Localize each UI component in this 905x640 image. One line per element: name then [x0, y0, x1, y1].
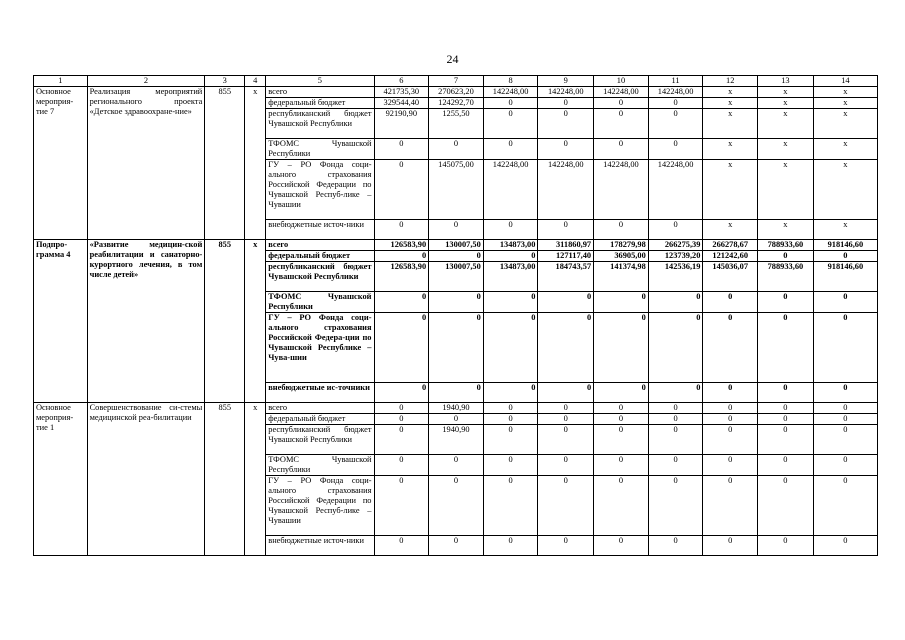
amount-cell: 0: [813, 425, 877, 455]
amount-cell: 0: [429, 139, 484, 160]
amount-cell: 126583,90: [374, 240, 429, 251]
column-header: 11: [648, 76, 703, 87]
amount-cell: 0: [758, 403, 814, 414]
amount-cell: 0: [483, 425, 538, 455]
amount-cell: 184743,57: [538, 262, 594, 292]
amount-cell: x: [758, 160, 814, 220]
amount-cell: 0: [538, 109, 594, 139]
amount-cell: 0: [813, 383, 877, 403]
page-number: 24: [446, 52, 459, 66]
amount-cell: 0: [758, 313, 814, 383]
amount-cell: x: [703, 98, 758, 109]
funding-source: ТФОМС Чувашской Республики: [266, 455, 374, 476]
amount-cell: 311860,97: [538, 240, 594, 251]
column-header: 5: [266, 76, 374, 87]
amount-cell: 0: [594, 425, 649, 455]
amount-cell: x: [813, 139, 877, 160]
amount-cell: 142248,00: [594, 160, 649, 220]
amount-cell: 0: [813, 476, 877, 536]
amount-cell: 0: [538, 292, 594, 313]
measure-title: Реализация мероприятий регионального проекта «Детское здравоохране-ние»: [87, 87, 205, 240]
amount-cell: 0: [374, 455, 429, 476]
amount-cell: 0: [374, 403, 429, 414]
amount-cell: 0: [648, 109, 703, 139]
table-row: [34, 403, 878, 414]
amount-cell: 121242,60: [703, 251, 758, 262]
amount-cell: 0: [648, 98, 703, 109]
amount-cell: 0: [538, 425, 594, 455]
amount-cell: 1940,90: [429, 403, 484, 414]
amount-cell: 270623,20: [429, 87, 484, 98]
amount-cell: 0: [594, 536, 649, 556]
amount-cell: 0: [483, 139, 538, 160]
funding-source: всего: [266, 240, 374, 251]
amount-cell: 0: [483, 220, 538, 240]
amount-cell: 134873,00: [483, 262, 538, 292]
funding-source: всего: [266, 87, 374, 98]
amount-cell: 788933,60: [758, 262, 814, 292]
amount-cell: 0: [429, 414, 484, 425]
amount-cell: 0: [429, 220, 484, 240]
amount-cell: x: [813, 87, 877, 98]
column-header: 3: [205, 76, 245, 87]
amount-cell: 0: [758, 425, 814, 455]
amount-cell: 0: [429, 383, 484, 403]
amount-cell: x: [703, 160, 758, 220]
funding-source: федеральный бюджет: [266, 414, 374, 425]
amount-cell: 0: [483, 403, 538, 414]
amount-cell: 0: [538, 455, 594, 476]
column-header: 12: [703, 76, 758, 87]
funding-source: ТФОМС Чувашской Республики: [266, 292, 374, 313]
amount-cell: 918146,60: [813, 240, 877, 251]
funding-source: внебюджетные ис-точники: [266, 383, 374, 403]
amount-cell: 0: [703, 425, 758, 455]
budget-table: [33, 75, 878, 556]
amount-cell: 142536,19: [648, 262, 703, 292]
code-mark: x: [245, 240, 266, 403]
amount-cell: 0: [538, 220, 594, 240]
amount-cell: x: [703, 220, 758, 240]
amount-cell: 0: [648, 476, 703, 536]
measure-title: «Развитие медицин-ской реабилитации и санаторно-курортного лечения, в том числе детей»: [87, 240, 205, 403]
amount-cell: 266275,39: [648, 240, 703, 251]
amount-cell: 126583,90: [374, 262, 429, 292]
amount-cell: 142248,00: [483, 87, 538, 98]
amount-cell: 788933,60: [758, 240, 814, 251]
amount-cell: 142248,00: [483, 160, 538, 220]
amount-cell: 0: [813, 313, 877, 383]
amount-cell: 0: [758, 414, 814, 425]
amount-cell: 142248,00: [648, 160, 703, 220]
amount-cell: 0: [648, 220, 703, 240]
amount-cell: x: [758, 139, 814, 160]
amount-cell: x: [813, 220, 877, 240]
amount-cell: 0: [703, 476, 758, 536]
funding-source: республиканский бюджет Чувашской Республики: [266, 262, 374, 292]
amount-cell: 0: [374, 383, 429, 403]
measure-title: Совершенствование си-стемы медицинской реа-билитации: [87, 403, 205, 556]
amount-cell: 0: [594, 139, 649, 160]
column-header: 10: [594, 76, 649, 87]
amount-cell: 0: [703, 313, 758, 383]
amount-cell: 0: [758, 292, 814, 313]
amount-cell: 142248,00: [594, 87, 649, 98]
budget-code: 855: [205, 403, 245, 556]
table-row: [34, 240, 878, 251]
amount-cell: 0: [538, 414, 594, 425]
amount-cell: 0: [483, 98, 538, 109]
amount-cell: 0: [758, 455, 814, 476]
amount-cell: x: [813, 109, 877, 139]
amount-cell: 0: [758, 536, 814, 556]
code-mark: x: [245, 403, 266, 556]
row-type-label: Подпро-грамма 4: [34, 240, 88, 403]
amount-cell: 0: [429, 313, 484, 383]
column-header: 6: [374, 76, 429, 87]
budget-code: 855: [205, 240, 245, 403]
amount-cell: 0: [483, 414, 538, 425]
amount-cell: 0: [374, 251, 429, 262]
amount-cell: 0: [483, 536, 538, 556]
amount-cell: 0: [538, 476, 594, 536]
code-mark: x: [245, 87, 266, 240]
amount-cell: 124292,70: [429, 98, 484, 109]
amount-cell: 0: [648, 292, 703, 313]
amount-cell: 421735,30: [374, 87, 429, 98]
funding-source: ГУ – РО Фонда соци-ального страхования Российской Федерации по Чувашской Респуб-лике – Чувашии: [266, 476, 374, 536]
funding-source: всего: [266, 403, 374, 414]
funding-source: федеральный бюджет: [266, 98, 374, 109]
amount-cell: 0: [594, 313, 649, 383]
amount-cell: 0: [483, 292, 538, 313]
amount-cell: 0: [483, 251, 538, 262]
amount-cell: 0: [429, 251, 484, 262]
amount-cell: 0: [538, 98, 594, 109]
funding-source: республиканский бюджет Чувашской Республики: [266, 109, 374, 139]
amount-cell: 0: [813, 251, 877, 262]
amount-cell: 0: [813, 403, 877, 414]
funding-source: ГУ – РО Фонда соци-ального страхования Российской Федерации по Чувашской Респуб-лике – Чувашии: [266, 160, 374, 220]
amount-cell: 0: [758, 476, 814, 536]
amount-cell: 127117,40: [538, 251, 594, 262]
amount-cell: x: [813, 160, 877, 220]
column-header: 14: [813, 76, 877, 87]
amount-cell: 0: [594, 292, 649, 313]
amount-cell: 0: [648, 139, 703, 160]
amount-cell: 123739,20: [648, 251, 703, 262]
budget-code: 855: [205, 87, 245, 240]
amount-cell: 0: [483, 476, 538, 536]
amount-cell: 918146,60: [813, 262, 877, 292]
amount-cell: 0: [483, 455, 538, 476]
amount-cell: 0: [594, 109, 649, 139]
column-header: 2: [87, 76, 205, 87]
amount-cell: 145075,00: [429, 160, 484, 220]
amount-cell: 142248,00: [538, 160, 594, 220]
amount-cell: 0: [758, 383, 814, 403]
funding-source: внебюджетные источ-ники: [266, 536, 374, 556]
amount-cell: 0: [374, 476, 429, 536]
amount-cell: 0: [594, 455, 649, 476]
amount-cell: 0: [813, 292, 877, 313]
amount-cell: 0: [703, 455, 758, 476]
amount-cell: 0: [594, 383, 649, 403]
amount-cell: 0: [483, 109, 538, 139]
column-header: 1: [34, 76, 88, 87]
amount-cell: 0: [374, 139, 429, 160]
amount-cell: 0: [813, 455, 877, 476]
amount-cell: 0: [374, 160, 429, 220]
amount-cell: 141374,98: [594, 262, 649, 292]
amount-cell: 0: [703, 292, 758, 313]
amount-cell: 0: [648, 536, 703, 556]
amount-cell: 92190,90: [374, 109, 429, 139]
amount-cell: 0: [703, 383, 758, 403]
amount-cell: 0: [429, 476, 484, 536]
column-header: 8: [483, 76, 538, 87]
row-type-label: Основное мероприя-тие 1: [34, 403, 88, 556]
amount-cell: 36905,00: [594, 251, 649, 262]
amount-cell: 0: [374, 292, 429, 313]
funding-source: ТФОМС Чувашской Республики: [266, 139, 374, 160]
amount-cell: 145036,07: [703, 262, 758, 292]
amount-cell: 134873,00: [483, 240, 538, 251]
amount-cell: x: [758, 87, 814, 98]
amount-cell: 0: [594, 476, 649, 536]
amount-cell: x: [758, 98, 814, 109]
amount-cell: 1940,90: [429, 425, 484, 455]
amount-cell: 0: [703, 414, 758, 425]
amount-cell: 1255,50: [429, 109, 484, 139]
amount-cell: x: [758, 109, 814, 139]
amount-cell: 0: [594, 414, 649, 425]
column-header: 13: [758, 76, 814, 87]
amount-cell: 0: [648, 425, 703, 455]
amount-cell: x: [813, 98, 877, 109]
amount-cell: 0: [483, 313, 538, 383]
amount-cell: 0: [483, 383, 538, 403]
amount-cell: 0: [648, 414, 703, 425]
amount-cell: 0: [538, 139, 594, 160]
funding-source: республиканский бюджет Чувашской Республики: [266, 425, 374, 455]
amount-cell: 0: [594, 403, 649, 414]
amount-cell: 0: [374, 220, 429, 240]
amount-cell: 0: [648, 403, 703, 414]
amount-cell: 0: [374, 425, 429, 455]
amount-cell: 178279,98: [594, 240, 649, 251]
amount-cell: x: [758, 220, 814, 240]
amount-cell: 142248,00: [648, 87, 703, 98]
amount-cell: 0: [813, 536, 877, 556]
amount-cell: 130007,50: [429, 240, 484, 251]
amount-cell: 0: [648, 313, 703, 383]
funding-source: федеральный бюджет: [266, 251, 374, 262]
column-header: 7: [429, 76, 484, 87]
amount-cell: 0: [538, 383, 594, 403]
amount-cell: 0: [538, 536, 594, 556]
funding-source: ГУ – РО Фонда соци-ального страхования Российской Федера-ции по Чувашской Республике – Чува-шии: [266, 313, 374, 383]
funding-source: внебюджетные источ-ники: [266, 220, 374, 240]
amount-cell: 329544,40: [374, 98, 429, 109]
table-header-row: [34, 76, 878, 87]
amount-cell: 0: [374, 313, 429, 383]
amount-cell: 0: [594, 220, 649, 240]
table-row: [34, 87, 878, 98]
row-type-label: Основное мероприя-тие 7: [34, 87, 88, 240]
amount-cell: 0: [648, 383, 703, 403]
amount-cell: 0: [813, 414, 877, 425]
amount-cell: x: [703, 109, 758, 139]
amount-cell: 0: [594, 98, 649, 109]
amount-cell: 0: [703, 536, 758, 556]
amount-cell: 0: [429, 536, 484, 556]
amount-cell: 0: [703, 403, 758, 414]
amount-cell: 0: [429, 292, 484, 313]
amount-cell: 0: [758, 251, 814, 262]
amount-cell: 0: [538, 313, 594, 383]
amount-cell: 0: [538, 403, 594, 414]
amount-cell: 0: [374, 536, 429, 556]
amount-cell: 142248,00: [538, 87, 594, 98]
column-header: 4: [245, 76, 266, 87]
amount-cell: x: [703, 139, 758, 160]
amount-cell: x: [703, 87, 758, 98]
column-header: 9: [538, 76, 594, 87]
amount-cell: 0: [648, 455, 703, 476]
amount-cell: 266278,67: [703, 240, 758, 251]
amount-cell: 0: [429, 455, 484, 476]
amount-cell: 0: [374, 414, 429, 425]
amount-cell: 130007,50: [429, 262, 484, 292]
